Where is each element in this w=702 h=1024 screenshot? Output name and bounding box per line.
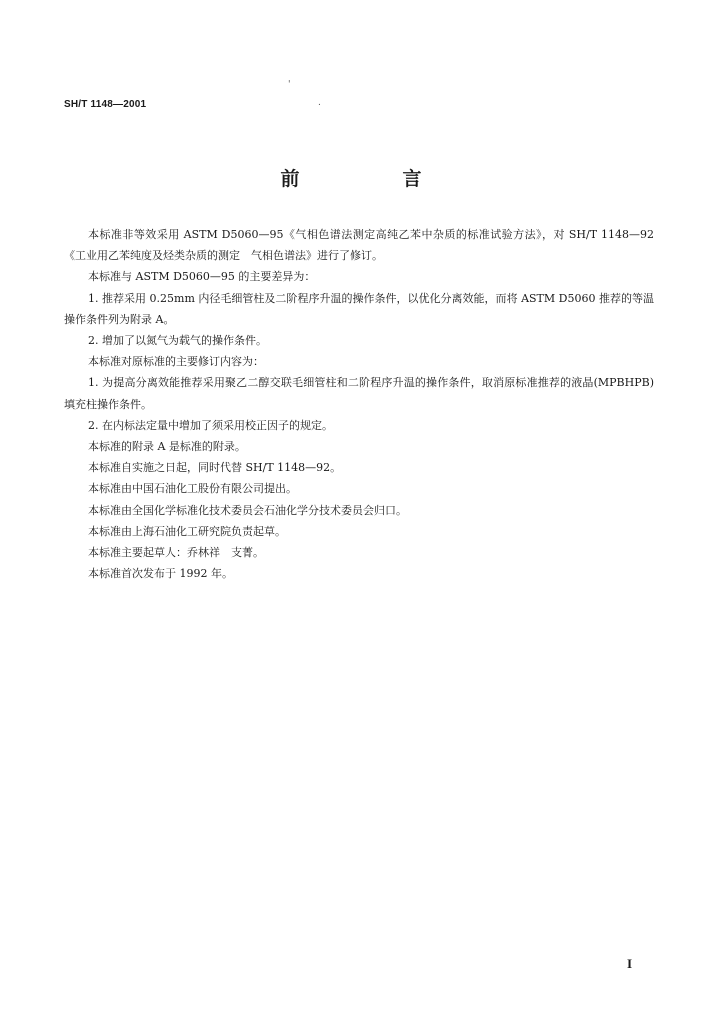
paragraph: 本标准对原标准的主要修订内容为： bbox=[88, 355, 264, 369]
paragraph: 本标准首次发布于 1992 年。 bbox=[88, 567, 233, 581]
paragraph: 本标准由全国化学标准化技术委员会石油化学分技术委员会归口。 bbox=[88, 503, 407, 517]
standard-code: SH/T 1148—2001 bbox=[64, 99, 147, 110]
paragraph: 2. 在内标法定量中增加了须采用校正因子的规定。 bbox=[88, 418, 333, 432]
paragraph: 本标准非等效采用 ASTM D5060—95《气相色谱法测定高纯乙苯中杂质的标准试验方法》，对 SH/T 1148—92《工业用乙苯纯度及烃类杂质的测定 气相色谱法》进行了修订。 bbox=[64, 228, 654, 263]
scan-speck: . bbox=[318, 98, 321, 108]
page-title: 前 言 bbox=[280, 168, 464, 190]
page-number: I bbox=[627, 956, 633, 971]
paragraph: 本标准由上海石油化工研究院负责起草。 bbox=[88, 524, 286, 538]
paragraph: 本标准与 ASTM D5060—95 的主要差异为： bbox=[88, 270, 316, 284]
paragraph: 1. 推荐采用 0.25mm 内径毛细管柱及二阶程序升温的操作条件，以优化分离效能，而将 ASTM D5060 推荐的等温操作条件列为附录 A。 bbox=[64, 291, 654, 326]
paragraph: 本标准的附录 A 是标准的附录。 bbox=[88, 440, 246, 454]
scan-speck: ' bbox=[288, 80, 291, 90]
paragraph: 本标准主要起草人：乔林祥 支菁。 bbox=[88, 546, 264, 560]
paragraph: 2. 增加了以氮气为载气的操作条件。 bbox=[88, 334, 267, 348]
paragraph: 本标准自实施之日起，同时代替 SH/T 1148—92。 bbox=[88, 461, 342, 475]
paragraph: 1. 为提高分离效能推荐采用聚乙二醇交联毛细管柱和二阶程序升温的操作条件，取消原标准推荐的液晶(MPBHPB)填充柱操作条件。 bbox=[64, 376, 654, 411]
paragraph: 本标准由中国石油化工股份有限公司提出。 bbox=[88, 482, 297, 496]
foreword-body bbox=[64, 224, 654, 584]
